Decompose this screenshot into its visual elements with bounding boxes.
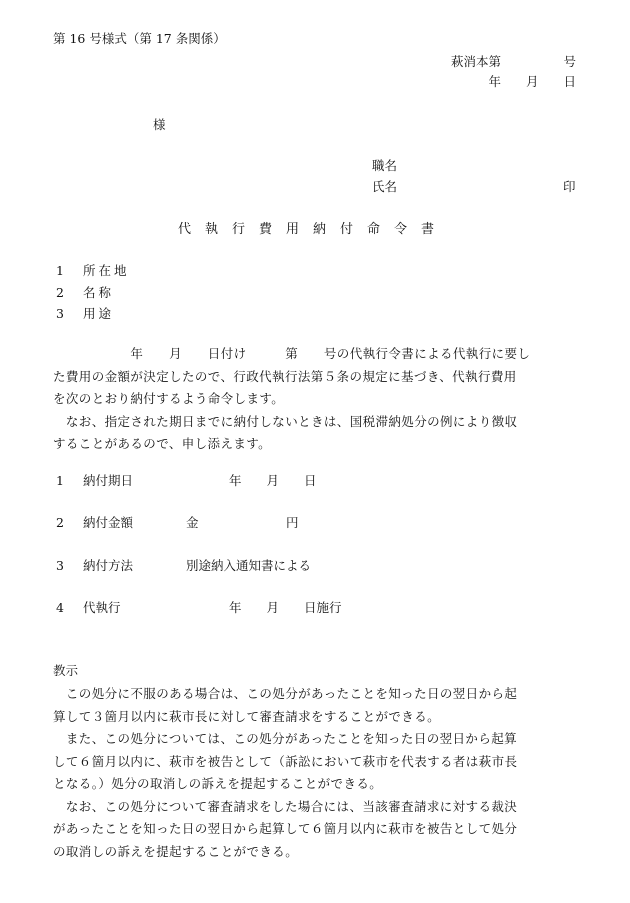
item-label-location: 所在地	[83, 263, 130, 278]
detail-label-execution: 代執行	[83, 600, 121, 615]
document-title: 代執行費用納付命令書	[178, 222, 449, 237]
detail-number: 1	[56, 473, 64, 488]
detail-value-execution: 年 月 日施行	[229, 600, 342, 615]
notice-text	[53, 683, 580, 863]
body-line: た費用の金額が決定したので、行政代執行法第５条の規定に基づき、代執行費用	[53, 368, 517, 384]
detail-value-amount: 金 円	[186, 515, 299, 530]
detail-label-amount: 納付金額	[83, 515, 134, 530]
notice-line: この処分に不服のある場合は、この処分があったことを知った日の翌日から起	[53, 686, 518, 701]
body-line: を次のとおり納付するよう命令します。	[53, 391, 285, 406]
detail-label-method: 納付方法	[83, 558, 134, 573]
notice-line: 算して３箇月以内に萩市長に対して審査請求をすることができる。	[53, 708, 441, 724]
item-label-use: 用途	[83, 306, 115, 321]
item-label-name: 名称	[83, 285, 115, 300]
detail-number: 2	[56, 515, 64, 530]
notice-line: の取消しの訴えを提起することができる。	[53, 843, 299, 859]
item-number: 3	[56, 306, 64, 321]
item-number: 2	[56, 285, 64, 300]
body-line: することがあるので、申し添えます。	[53, 436, 272, 451]
item-number: 1	[56, 263, 64, 278]
issuer-title-label: 職名	[372, 158, 398, 173]
notice-line: また、この処分については、この処分があったことを知った日の翌日から起算	[53, 731, 518, 746]
seal-mark: 印	[563, 179, 576, 194]
body-text	[53, 343, 580, 456]
addressee-honorific: 様	[153, 117, 166, 132]
detail-label-due-date: 納付期日	[83, 473, 134, 488]
detail-number: 3	[56, 558, 64, 573]
body-line: なお、指定された期日までに納付しないときは、国税滞納処分の例により徴収	[53, 413, 518, 429]
issuer-name-label: 氏名	[372, 179, 398, 194]
notice-line: となる。）処分の取消しの訴えを提起することができる。	[53, 776, 383, 791]
notice-heading: 教示	[53, 663, 79, 678]
notice-line: があったことを知った日の翌日から起算して６箇月以内に萩市を被告として処分	[53, 821, 518, 836]
issue-date: 年 月 日	[488, 74, 576, 89]
notice-line: して６箇月以内に、萩市を被告として（訴訟において萩市を代表する者は萩市長	[53, 753, 518, 769]
body-line: 年 月 日付け 第 号の代執行令書による代執行に要し	[53, 346, 531, 361]
detail-value-method: 別途納入通知書による	[186, 558, 312, 573]
detail-number: 4	[56, 600, 64, 615]
notice-line: なお、この処分について審査請求をした場合には、当該審査請求に対する裁決	[53, 798, 518, 814]
detail-value-due-date: 年 月 日	[229, 473, 317, 488]
document-number: 萩消本第 号	[450, 54, 576, 69]
form-label: 第 16 号様式（第 17 条関係）	[53, 31, 226, 46]
